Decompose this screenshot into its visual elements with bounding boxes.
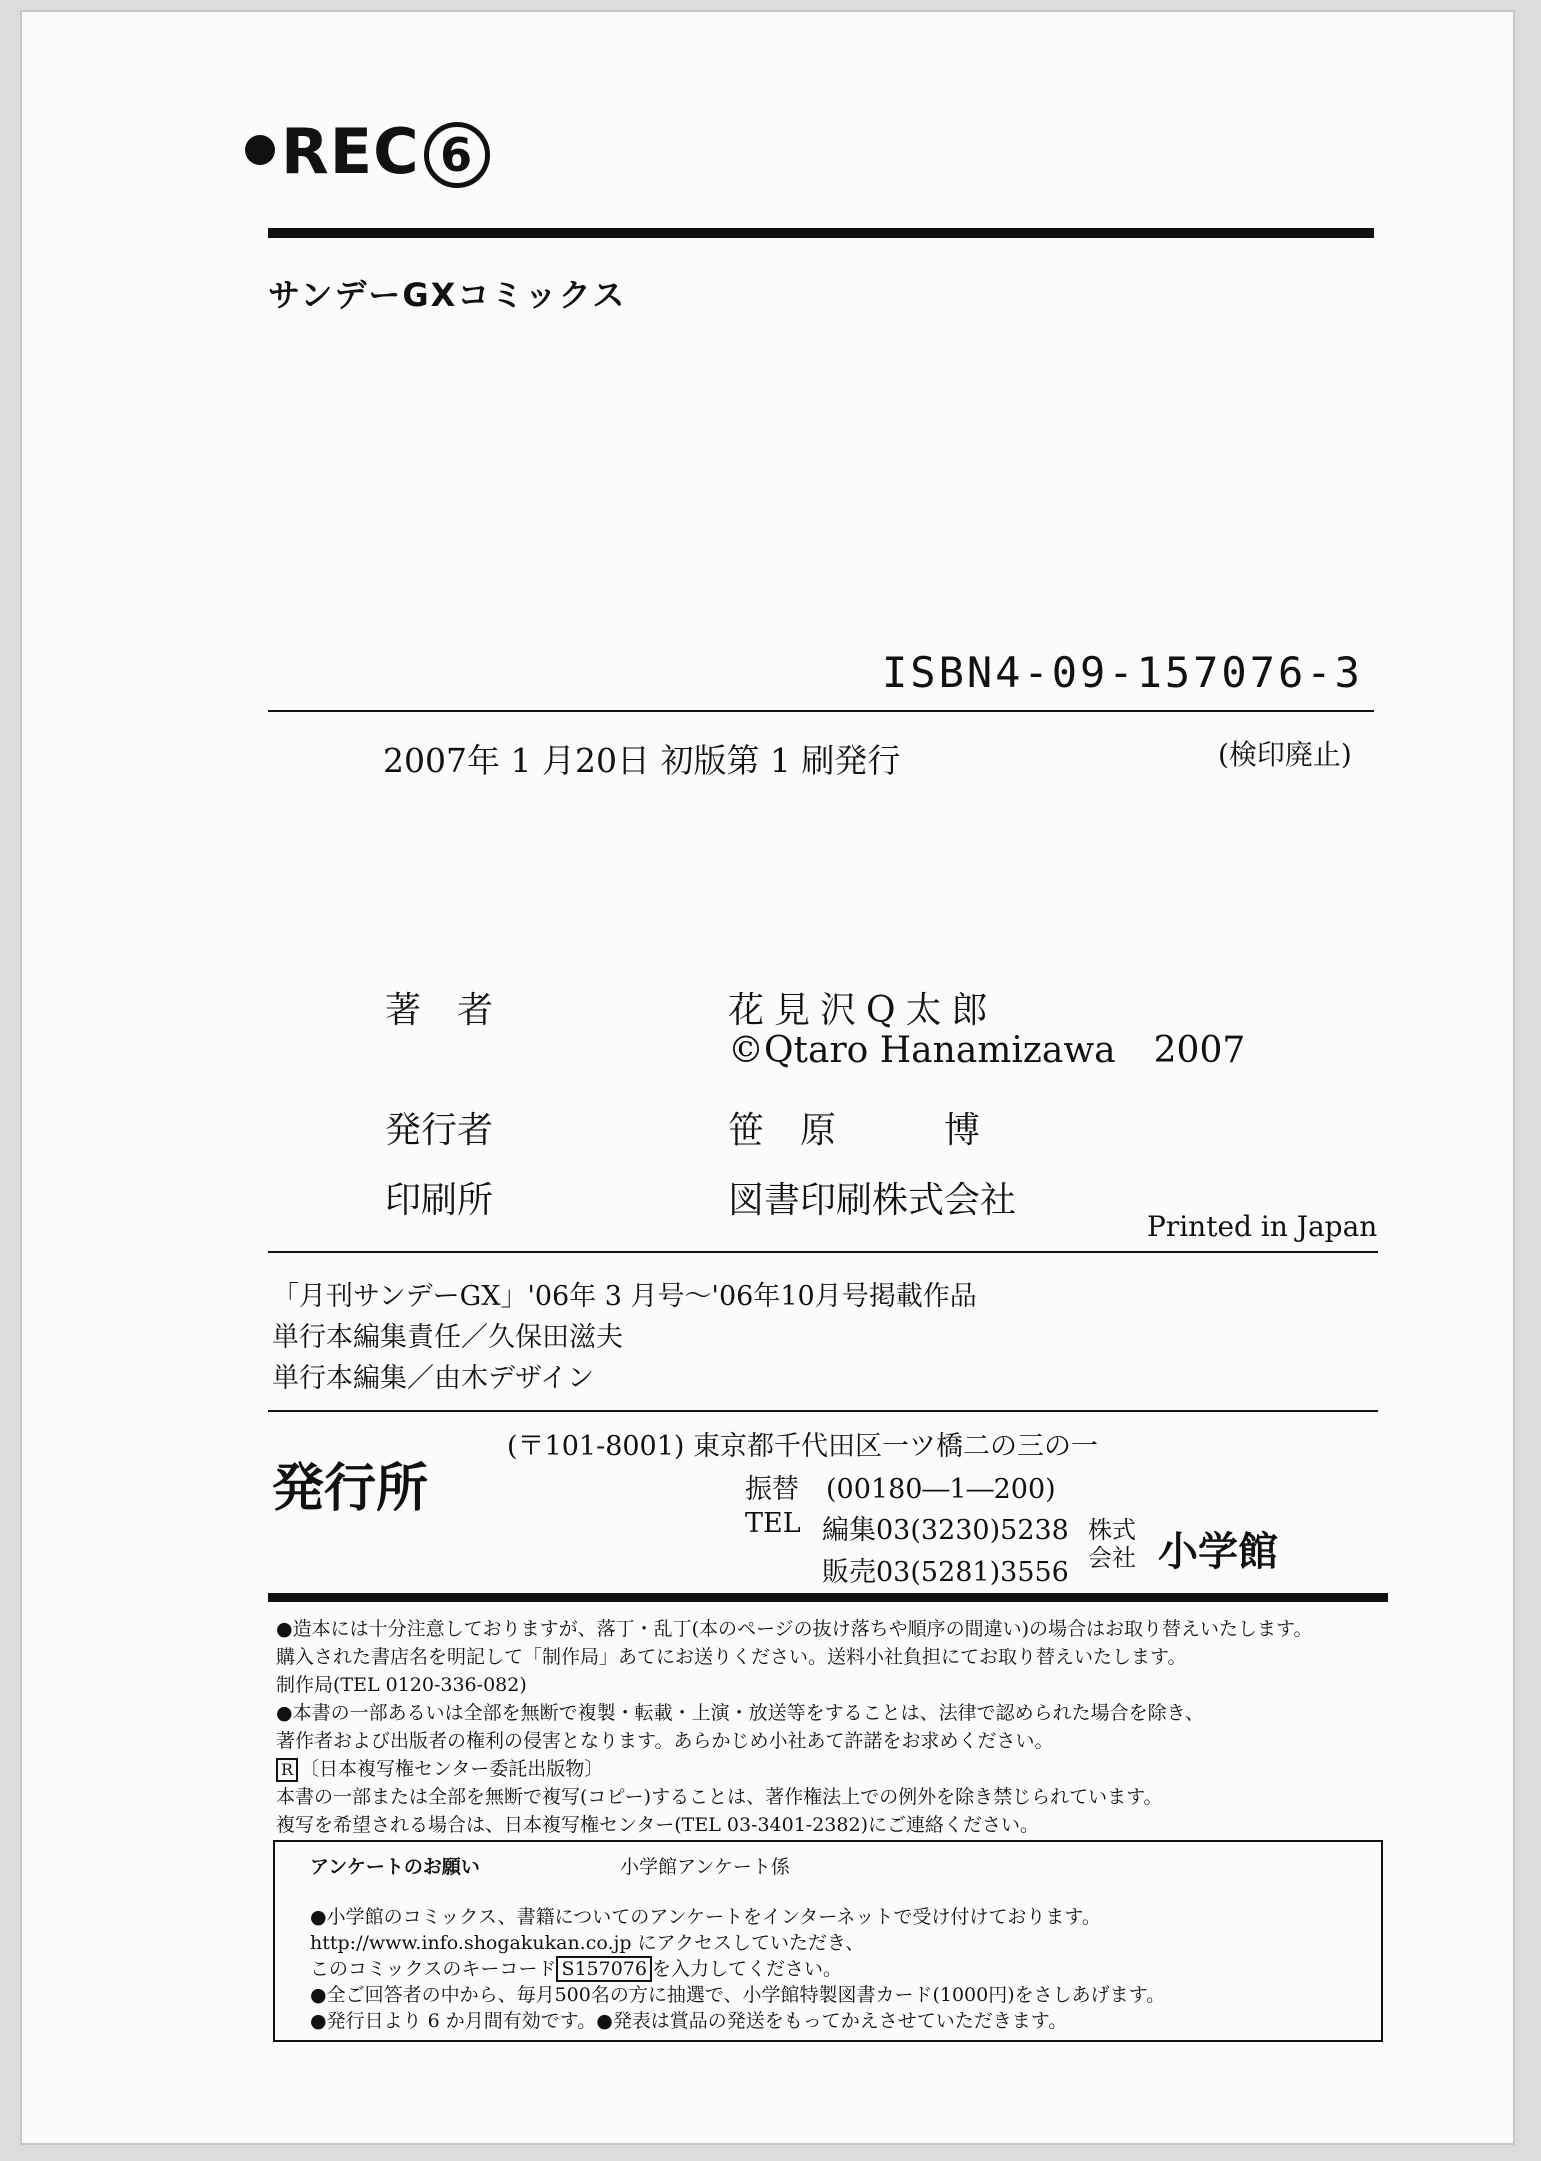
seal-note: (検印廃止) [1218,738,1352,771]
copyright-line [728,1030,1245,1071]
notice-line: 購入された書店名を明記して「制作局」あてにお送りください。送料小社負担にてお取り替えいたします。 [276,1646,1187,1668]
notice-line: 本書の一部または全部を無断で複写(コピー)することは、著作権法上での例外を除き禁じられています。 [276,1786,1163,1808]
copyright-holder: ©Qtaro Hanamizawa [728,1030,1116,1071]
copyright-year: 2007 [1153,1030,1246,1071]
printer-name: 図書印刷株式会社 [728,1180,1017,1221]
printer-label: 印刷所 [385,1180,494,1221]
survey-title: アンケートのお願い [310,1856,480,1878]
survey-line-3-suffix: を入力してください。 [651,1958,842,1980]
book-editing: 単行本編集／由木デザイン [272,1363,595,1394]
author-label: 著 者 [385,990,494,1031]
survey-key-code: S157076 [556,1956,652,1982]
publisher-office-label: 発行所 [272,1459,429,1519]
survey-line-3 [310,1954,842,1981]
title-rule [268,228,1374,238]
kabushiki-top: 株式 [1088,1516,1136,1544]
bullet-dot-icon [245,135,275,165]
survey-url: http://www.info.shogakukan.co.jp [310,1932,632,1954]
survey-keycode-label: このコミックスのキーコード [310,1958,557,1980]
publisher-label: 発行者 [385,1110,494,1151]
survey-line-2 [310,1928,864,1955]
notice-text: 〔日本複写権センター委託出版物〕 [300,1758,604,1780]
serialization-info: 「月刊サンデーGX」'06年 3 月号〜'06年10月号掲載作品 [272,1281,977,1312]
tel-label: TEL [745,1508,801,1539]
kabushiki-bottom: 会社 [1088,1544,1136,1572]
survey-line-1: ●小学館のコミックス、書籍についてのアンケートをインターネットで受け付けております。 [310,1906,1101,1928]
transfer-account: 振替 (00180―1―200) [745,1474,1056,1505]
notice-line: ●造本には十分注意しておりますが、落丁・乱丁(本のページの抜け落ちや順序の間違い)の場合はお取り替えいたします。 [276,1618,1313,1640]
tel-sales: 販売03(5281)3556 [822,1557,1069,1588]
company-name: 小学館 [1158,1529,1278,1575]
volume-number: 6 [424,122,490,188]
survey-line-2-suffix: にアクセスしていただき、 [637,1932,865,1954]
notice-line: 複写を希望される場合は、日本複写権センター(TEL 03-3401-2382)にご連絡ください。 [276,1814,1039,1836]
editor-in-charge: 単行本編集責任／久保田滋夫 [272,1322,623,1353]
series-name: サンデーGXコミックス [268,276,627,314]
magazine-rule [268,1410,1378,1412]
notices-rule [268,1593,1388,1602]
printed-in-japan: Printed in Japan [1147,1210,1378,1243]
edition-date: 2007年 1 月20日 初版第 1 刷発行 [383,741,901,780]
survey-line-4: ●全ご回答者の中から、毎月500名の方に抽選で、小学館特製図書カード(1000円)をさしあげます。 [310,1984,1166,2006]
publisher-address: (〒101-8001) 東京都千代田区一ツ橋二の三の一 [507,1431,1099,1462]
title-text: REC [281,115,420,188]
survey-department: 小学館アンケート係 [620,1856,790,1878]
isbn: ISBN4-09-157076-3 [882,648,1363,697]
notice-line: ●本書の一部あるいは全部を無断で複製・転載・上演・放送等をすることは、法律で認められた場合を除き、 [276,1702,1204,1724]
book-title [245,115,490,188]
notice-line: 著作者および出版者の権利の侵害となります。あらかじめ小社あて許諾をお求めください。 [276,1730,1054,1752]
tel-editorial: 編集03(3230)5238 [822,1515,1069,1546]
credits-rule [268,1251,1378,1253]
isbn-rule [268,710,1374,712]
notice-line-reprography [276,1754,603,1782]
publisher-name: 笹 原 博 [728,1110,981,1151]
author-name: 花見沢Q太郎 [728,990,998,1031]
survey-line-5: ●発行日より 6 か月間有効です。●発表は賞品の発送をもってかえさせていただきます。 [310,2010,1068,2032]
kabushiki-gaisha [1088,1516,1136,1572]
r-mark-icon: R [276,1758,298,1782]
notice-line: 制作局(TEL 0120-336-082) [276,1674,527,1696]
